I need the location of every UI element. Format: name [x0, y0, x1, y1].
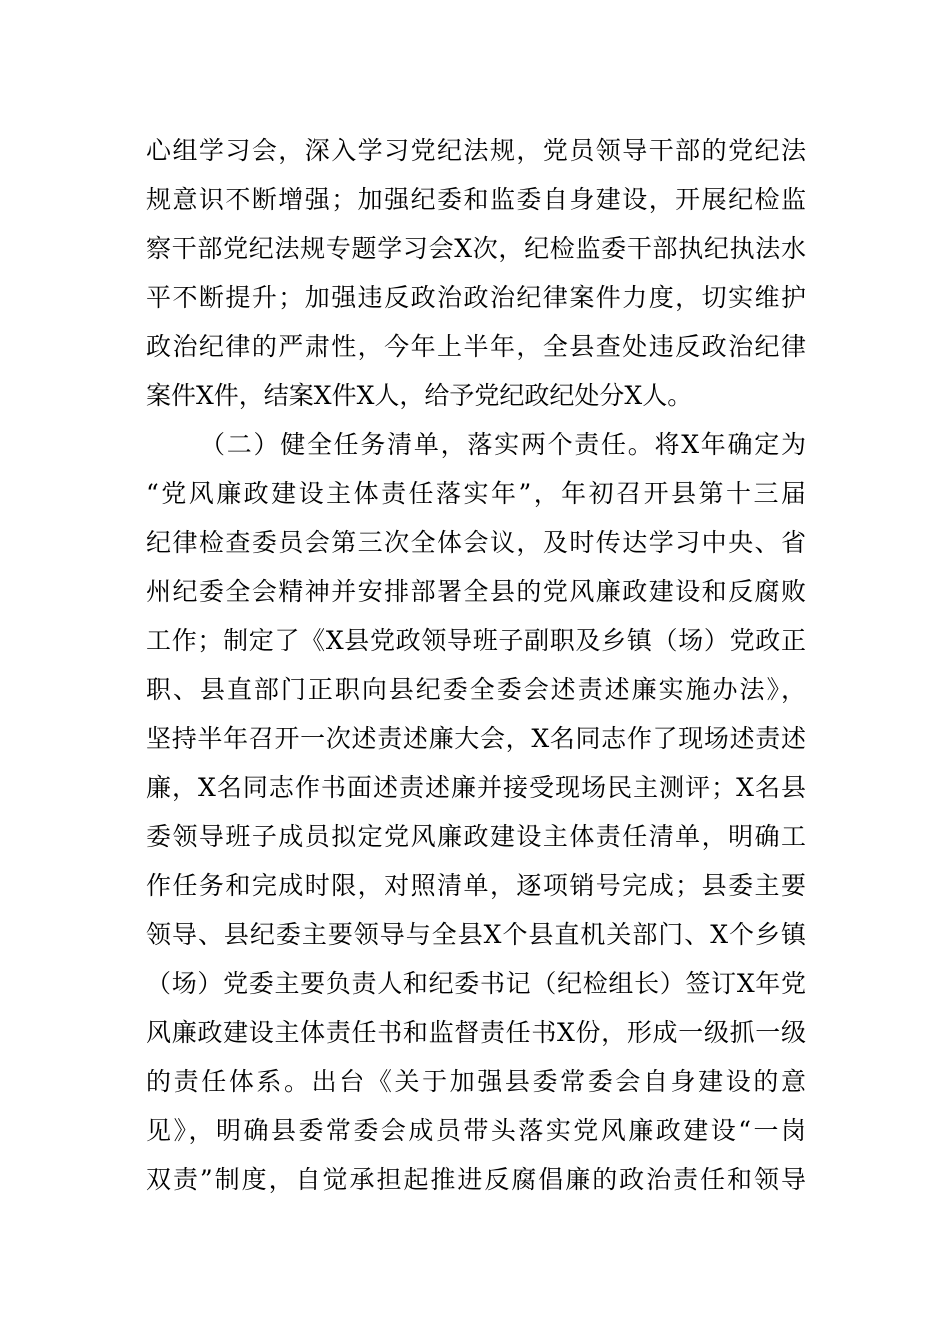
- text-line: 廉，X名同志作书面述责述廉并接受现场民主测评；X名县: [146, 773, 806, 802]
- text-line: 风廉政建设主体责任书和监督责任书X份，形成一级抓一级: [146, 1018, 806, 1047]
- text-line: 职、县直部门正职向县纪委全委会述责述廉实施办法》，: [146, 675, 806, 704]
- text-line: 作任务和完成时限，对照清单，逐项销号完成；县委主要: [146, 871, 806, 900]
- text-line: 委领导班子成员拟定党风廉政建设主体责任清单，明确工: [146, 822, 806, 851]
- body-text: [146, 126, 806, 1204]
- text-line: 领导、县纪委主要领导与全县X个县直机关部门、X个乡镇: [146, 920, 806, 949]
- text-line: 工作；制定了《X县党政领导班子副职及乡镇（场）党政正: [146, 626, 806, 655]
- text-line: 见》，明确县委常委会成员带头落实党风廉政建设“一岗: [146, 1116, 806, 1145]
- text-line: “党风廉政建设主体责任落实年”，年初召开县第十三届: [146, 479, 806, 508]
- text-line: 心组学习会，深入学习党纪法规，党员领导干部的党纪法: [146, 136, 806, 165]
- text-line: 规意识不断增强；加强纪委和监委自身建设，开展纪检监: [146, 185, 806, 214]
- text-line: 州纪委全会精神并安排部署全县的党风廉政建设和反腐败: [146, 577, 806, 606]
- text-line: 双责”制度，自觉承担起推进反腐倡廉的政治责任和领导: [146, 1165, 806, 1194]
- text-line: 的责任体系。出台《关于加强县委常委会自身建设的意: [146, 1067, 806, 1096]
- text-line: 平不断提升；加强违反政治政治纪律案件力度，切实维护: [146, 283, 806, 312]
- section-heading-line: （二）健全任务清单，落实两个责任。将X年确定为: [200, 430, 806, 459]
- text-line: 察干部党纪法规专题学习会X次，纪检监委干部执纪执法水: [146, 234, 806, 263]
- text-line: 纪律检查委员会第三次全体会议，及时传达学习中央、省: [146, 528, 806, 557]
- text-line: 政治纪律的严肃性，今年上半年，全县查处违反政治纪律: [146, 332, 806, 361]
- paragraph-end-line: 案件X件，结案X件X人，给予党纪政纪处分X人。: [146, 381, 693, 410]
- text-line: 坚持半年召开一次述责述廉大会，X名同志作了现场述责述: [146, 724, 806, 753]
- text-line: （场）党委主要负责人和纪委书记（纪检组长）签订X年党: [146, 969, 806, 998]
